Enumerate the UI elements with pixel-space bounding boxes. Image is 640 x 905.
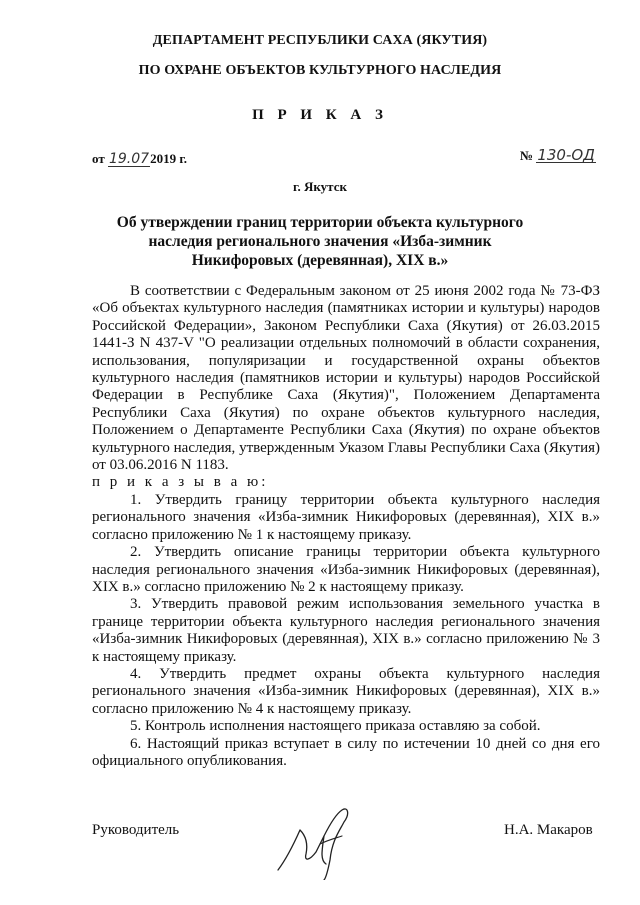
order-item-3: 3. Утвердить правовой режим использования земельного участка в границе территории объекта культурного наследия регионального значения «Изба-зимник Никифоровых (деревянная), XIX в.» согласно приложению № 3 к настоящему приказу. [92, 596, 600, 665]
preamble-paragraph: В соответствии с Федеральным законом от 25 июня 2002 года № 73-ФЗ «Об объектах культурного наследия (памятниках истории и культуры) народов Российской Федерации», Законом Республики Саха (Якутия) от 26.03.2015 1441-З N 437-V "О реализации отдельных полномочий в области сохранения, использования, популяризации и государственной охраны объектов культурного наследия (памятников истории и культуры) народов Российской Федерации в Республике Саха (Якутия)", Положением Департамента Республики Саха (Якутия) по охране объектов культурного наследия, Положением о Департаменте Республики Саха (Якутия) по охране объектов культурного наследия, утвержденным Указом Главы Республики Саха (Якутия) от 03.06.2016 N 1183. [92, 283, 600, 474]
signatory-position: Руководитель [92, 822, 180, 838]
document-type: П Р И К А З [252, 107, 388, 123]
order-item-2: 2. Утвердить описание границы территории объекта культурного наследия регионального значения «Изба-зимник Никифоровых (деревянная), XIX в.» согласно приложению № 2 к настоящему приказу. [92, 544, 600, 595]
department-subtitle: ПО ОХРАНЕ ОБЪЕКТОВ КУЛЬТУРНОГО НАСЛЕДИЯ [138, 63, 502, 78]
date-year: 2019 г. [150, 151, 187, 166]
signatory-name: Н.А. Макаров [504, 822, 593, 838]
order-title: Об утверждении границ территории объекта культурного наследия регионального значения «Изба-зимник Никифоровых (деревянная), XIX в.» [116, 214, 524, 269]
order-date [92, 151, 187, 167]
handwritten-signature-image [270, 800, 365, 880]
order-body [92, 283, 600, 770]
order-word: п р и к а з ы в а ю: [92, 474, 269, 491]
number-prefix: № [520, 148, 534, 163]
city: г. Якутск [293, 179, 347, 194]
handwritten-number: 130-ОД [537, 146, 595, 164]
order-item-6: 6. Настоящий приказ вступает в силу по истечении 10 дней со дня его официального опубликования. [92, 735, 600, 769]
date-prefix: от [92, 151, 105, 166]
order-item-1: 1. Утвердить границу территории объекта культурного наследия регионального значения «Изба-зимник Никифоровых (деревянная), XIX в.» согласно приложению № 1 к настоящему приказу. [92, 491, 600, 543]
handwritten-date: 19.07 [108, 151, 150, 167]
department-name: ДЕПАРТАМЕНТ РЕСПУБЛИКИ САХА (ЯКУТИЯ) [152, 33, 488, 48]
order-item-4: 4. Утвердить предмет охраны объекта культурного наследия регионального значения «Изба-зимник Никифоровых (деревянная), XIX в.» согласно приложению № 4 к настоящему приказу. [92, 665, 600, 717]
order-item-5: 5. Контроль исполнения настоящего приказа оставляю за собой. [130, 718, 541, 735]
order-number [520, 148, 596, 164]
